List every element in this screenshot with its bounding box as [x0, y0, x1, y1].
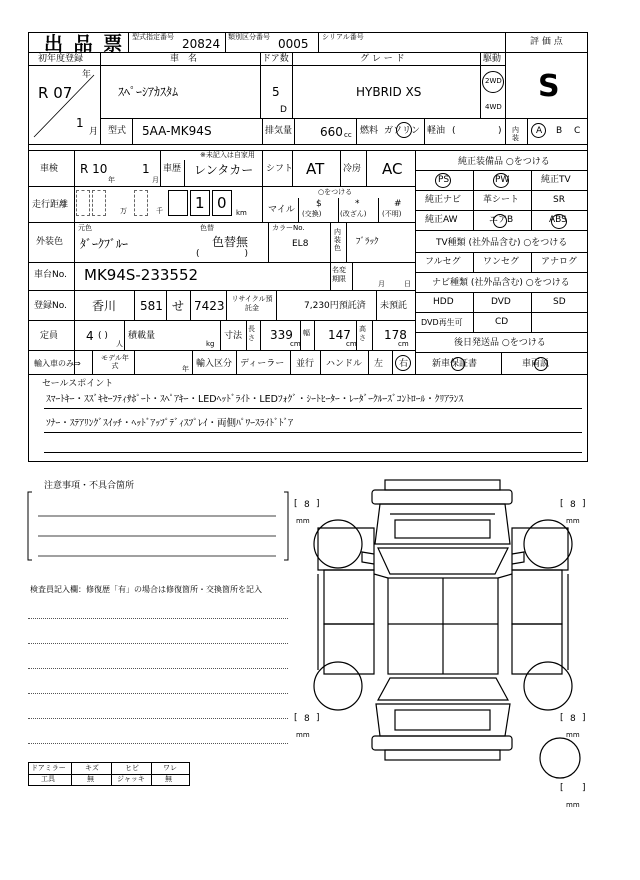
interior-label: 内装 — [512, 126, 519, 142]
tire-fr-unit: mm — [566, 517, 580, 525]
door-sub: D — [280, 105, 287, 115]
reg-class: 581 — [140, 299, 163, 313]
paren-open: ( — [452, 126, 456, 136]
color-no: EL8 — [292, 239, 309, 249]
grade-name-label: グ レ ー ド — [360, 54, 405, 64]
first-reg-month-unit: 月 — [89, 127, 99, 137]
shift-value: AT — [306, 160, 325, 178]
color-change-label: 色替 — [200, 224, 214, 232]
model-label: 型式 — [108, 126, 127, 136]
tire-rear-left: [ 8 ] mm — [294, 713, 320, 739]
first-reg-era: R 07 — [38, 84, 73, 102]
legend-table — [28, 762, 190, 786]
caution-label: 注意事項・不具合箇所 — [44, 481, 135, 491]
equip-ps: PS — [438, 175, 450, 185]
mileage-boxes — [76, 190, 252, 218]
drive-2wd: 2WD — [485, 77, 502, 85]
first-reg-year-unit: 年 — [82, 70, 92, 80]
recycle-label: リサイクル預託金 — [231, 295, 273, 312]
handle-right: 右 — [399, 359, 409, 369]
sales-line-2: ｿﾅｰ・ｽﾃｱﾘﾝｸﾞｽｲｯﾁ・ﾍｯﾄﾞｱｯﾌﾟﾃﾞｨｽﾌﾟﾚｲ・両側ﾊﾟﾜｰｽﾗｲﾄﾞﾄﾞｱ — [46, 418, 294, 429]
inspection-month: 1 — [142, 162, 150, 176]
equip-leather: 革シート — [483, 195, 520, 205]
unknown-label: (不明) — [382, 210, 402, 218]
swap-label: (交換) — [302, 210, 322, 218]
navi-hdd: HDD — [433, 297, 454, 307]
sales-line-1: ｽﾏｰﾄｷｰ・ｽｽﾞｷｾｰﾌﾃｨｻﾎﾟｰﾄ・ｽﾍﾟｱｷｰ・LEDﾍｯﾄﾞﾗｲﾄ・LEDﾌｫｸﾞ・ｼｰﾄﾋｰﾀｰ・ﾚｰﾀﾞｰｸﾙｰｽﾞｺﾝﾄﾛｰﾙ・ｸﾘｱﾗﾝｽ — [46, 394, 464, 405]
fuel-circle — [396, 122, 412, 138]
inspection-label: 車検 — [40, 164, 59, 174]
import-parallel: 並行 — [296, 359, 315, 369]
equip-tv: 純正TV — [541, 175, 571, 185]
interior-c: C — [574, 126, 581, 136]
mileage-mile: マイル — [268, 205, 295, 215]
mileage-circle-note: ○をつける — [318, 188, 353, 196]
ext-color-label: 外装色 — [36, 237, 64, 247]
category-no: 0005 — [278, 37, 309, 51]
car-diagram — [300, 474, 590, 784]
chassis-number: MK94S-233552 — [84, 266, 199, 284]
legend-break: ワレ — [163, 764, 177, 772]
tv-fullseg: フルセグ — [425, 257, 461, 267]
type-cert-no: 20824 — [182, 37, 221, 51]
length-unit: cm — [290, 340, 301, 348]
color-paren: ( ) — [196, 249, 249, 259]
ac-value: AC — [382, 160, 403, 178]
mileage-km-unit: km — [236, 209, 247, 217]
first-reg-label: 初年度登録 — [38, 54, 84, 64]
door-count: 5 — [272, 85, 280, 99]
legend-jack-value: 無 — [165, 775, 172, 783]
mileage-man-unit: 万 — [120, 207, 127, 215]
handle-label: ハンドル — [326, 359, 363, 369]
navi-type-label: ナビ種類 (社外品含む) ○をつける — [432, 278, 570, 288]
tv-oneseg: ワンセグ — [483, 257, 520, 267]
tire-rear-right: [ 8 ] mm — [560, 713, 586, 739]
equip-airbag: エアB — [489, 215, 514, 225]
displacement-unit: cc — [344, 131, 352, 139]
recycle-unpaid: 未預託 — [380, 301, 408, 311]
reg-number: 7423 — [194, 299, 225, 313]
paren-close: ) — [498, 126, 502, 136]
mileage-sen-unit: 千 — [156, 207, 163, 215]
reg-label: 登録No. — [34, 301, 67, 311]
reg-region: 香川 — [92, 299, 117, 313]
mileage-digit-1: 1 — [195, 194, 205, 212]
drive-2wd-circle — [482, 71, 504, 93]
tv-grid — [415, 252, 588, 272]
later-manual: 車両説 — [522, 359, 550, 369]
tire-fl-value: 8 — [304, 500, 310, 510]
tv-analog: アナログ — [541, 257, 578, 267]
import-dealer: ディーラー — [240, 359, 285, 369]
recycle-amount: 7,230円預託済 — [304, 301, 366, 311]
legend-crack: ヒビ — [125, 764, 139, 772]
model-year-label: モデル年式 — [101, 354, 129, 370]
name-change-label: 名変期限 — [332, 266, 346, 283]
later-manual-circle — [534, 357, 548, 371]
car-name-label: 車 名 — [170, 54, 198, 64]
navi-grid — [415, 292, 588, 332]
navi-dvd: DVD — [491, 297, 511, 307]
interior-a-circle — [531, 123, 546, 138]
grade-label: 評 価 点 — [530, 37, 563, 47]
chassis-label: 車台No. — [34, 270, 67, 280]
equip-navi: 純正ナビ — [425, 195, 462, 205]
legend-tool-value: 無 — [87, 775, 94, 783]
int-color: ﾌﾞﾗｯｸ — [356, 237, 379, 247]
tire-fl-unit: mm — [296, 517, 310, 525]
model-code: 5AA-MK94S — [142, 124, 212, 138]
displacement: 660 — [320, 125, 343, 139]
width-label: 幅 — [303, 329, 310, 337]
tamper-symbol: * — [355, 199, 360, 209]
tamper-label: (改ざん) — [340, 210, 367, 218]
capacity-value: 4 — [86, 329, 94, 343]
navi-dvd-play: DVD再生可 — [421, 318, 463, 327]
type-cert-label: 型式指定番号 — [132, 33, 174, 41]
equip-pw: PW — [495, 175, 510, 185]
navi-sd: SD — [553, 297, 566, 307]
later-warranty: 新車保証書 — [432, 359, 478, 369]
serial-label: シリアル番号 — [322, 33, 364, 41]
model-year-unit: 年 — [182, 365, 189, 373]
height-value: 178 — [384, 328, 407, 342]
equip-abs-circle — [551, 214, 567, 229]
fuel-diesel: 軽油 — [427, 126, 446, 136]
handle-right-circle — [395, 355, 411, 371]
name-change-day: 日 — [404, 280, 411, 288]
sales-label: セールスポイント — [42, 379, 114, 389]
legend-jack: ジャッキ — [117, 775, 145, 783]
import-class-label: 輸入区分 — [196, 359, 233, 369]
interior-b: B — [556, 126, 563, 136]
displacement-label: 排気量 — [265, 126, 293, 136]
form-title: 出 品 票 — [44, 33, 125, 55]
size-label: 寸法 — [224, 331, 243, 341]
drive-label: 駆動 — [483, 54, 502, 64]
capacity-unit: 人 — [116, 340, 123, 348]
handle-left: 左 — [374, 359, 384, 369]
tv-type-label: TV種類 (社外品含む) ○をつける — [436, 238, 568, 248]
tire-spare: [ ] mm — [560, 783, 586, 809]
tire-fr-value: 8 — [570, 500, 576, 510]
ac-label: 冷房 — [343, 164, 362, 174]
navi-cd: CD — [495, 317, 509, 327]
inspection-month-unit: 月 — [152, 176, 159, 184]
original-color: ﾀﾞｰｸﾌﾞﾙｰ — [80, 237, 129, 251]
shift-label: シフト — [266, 164, 294, 174]
original-color-label: 元色 — [78, 224, 92, 232]
history-note: ※未記入は自家用 — [200, 151, 255, 159]
grade-name: HYBRID XS — [356, 85, 422, 99]
history-label: 車歴 — [163, 164, 182, 174]
capacity-paren: ( ) — [98, 331, 108, 341]
length-label: 長さ — [248, 325, 255, 342]
width-value: 147 — [328, 328, 351, 342]
mileage-digit-2: 0 — [217, 194, 227, 212]
legend-scratch: キズ — [85, 764, 99, 772]
fuel-gasoline: ガソリン — [384, 126, 421, 136]
legend-tool: 工具 — [41, 775, 55, 783]
int-color-label: 内装色 — [334, 228, 341, 252]
category-label: 類別区分番号 — [228, 33, 270, 41]
inspector-label: 検査員記入欄：修復歴「有」の場合は修復箇所・交換箇所を記入 — [30, 585, 262, 594]
unknown-symbol: # — [394, 199, 402, 209]
tire-spare-unit: mm — [566, 801, 580, 809]
color-change: 色替無 — [212, 235, 249, 249]
tire-front-left: [ 8 ] mm — [294, 499, 320, 525]
tire-rr-unit: mm — [566, 731, 580, 739]
fuel-label: 燃料 — [360, 126, 379, 136]
load-unit: kg — [206, 340, 215, 348]
car-name: ｽﾍﾟｰｼｱｶｽﾀﾑ — [118, 85, 179, 99]
caution-area — [26, 486, 290, 566]
history-value: レンタカー — [194, 163, 254, 177]
interior-a: A — [536, 126, 543, 136]
tire-front-right: [ 8 ] mm — [560, 499, 586, 525]
inspection-year-unit: 年 — [108, 176, 115, 184]
swap-symbol: $ — [316, 199, 322, 209]
load-label: 積載量 — [128, 331, 156, 341]
later-warranty-circle — [451, 357, 465, 371]
equipment-grid — [415, 170, 588, 230]
inspection-date: R 10 — [80, 162, 108, 176]
drive-4wd: 4WD — [485, 103, 502, 111]
height-label: 高さ — [359, 325, 366, 342]
reg-kana: せ — [172, 299, 185, 313]
name-change-month: 月 — [378, 280, 385, 288]
tire-rl-value: 8 — [304, 714, 310, 724]
tire-rr-value: 8 — [570, 714, 576, 724]
equip-abs: ABS — [549, 215, 567, 225]
length-value: 339 — [270, 328, 293, 342]
equip-aw: 純正AW — [425, 215, 458, 225]
later-ship-label: 後日発送品 ○をつける — [454, 338, 546, 348]
tire-rl-unit: mm — [296, 731, 310, 739]
width-unit: cm — [346, 340, 357, 348]
equipment-label: 純正装備品 ○をつける — [458, 157, 550, 167]
equip-airbag-circle — [493, 214, 507, 228]
first-reg-month: 1 — [76, 116, 84, 130]
equip-pw-circle — [493, 173, 509, 188]
import-label: 輸入車のみ⇒ — [34, 359, 81, 368]
height-unit: cm — [398, 340, 409, 348]
mileage-label: 走行距離 — [32, 200, 69, 210]
equip-ps-circle — [435, 173, 451, 188]
color-no-label: カラーNo. — [272, 224, 305, 232]
door-label: ドア数 — [262, 54, 289, 64]
capacity-label: 定員 — [40, 331, 59, 341]
equip-sr: SR — [553, 195, 565, 205]
overall-grade: S — [538, 69, 560, 104]
legend-mirror: ドアミラー — [31, 764, 66, 772]
